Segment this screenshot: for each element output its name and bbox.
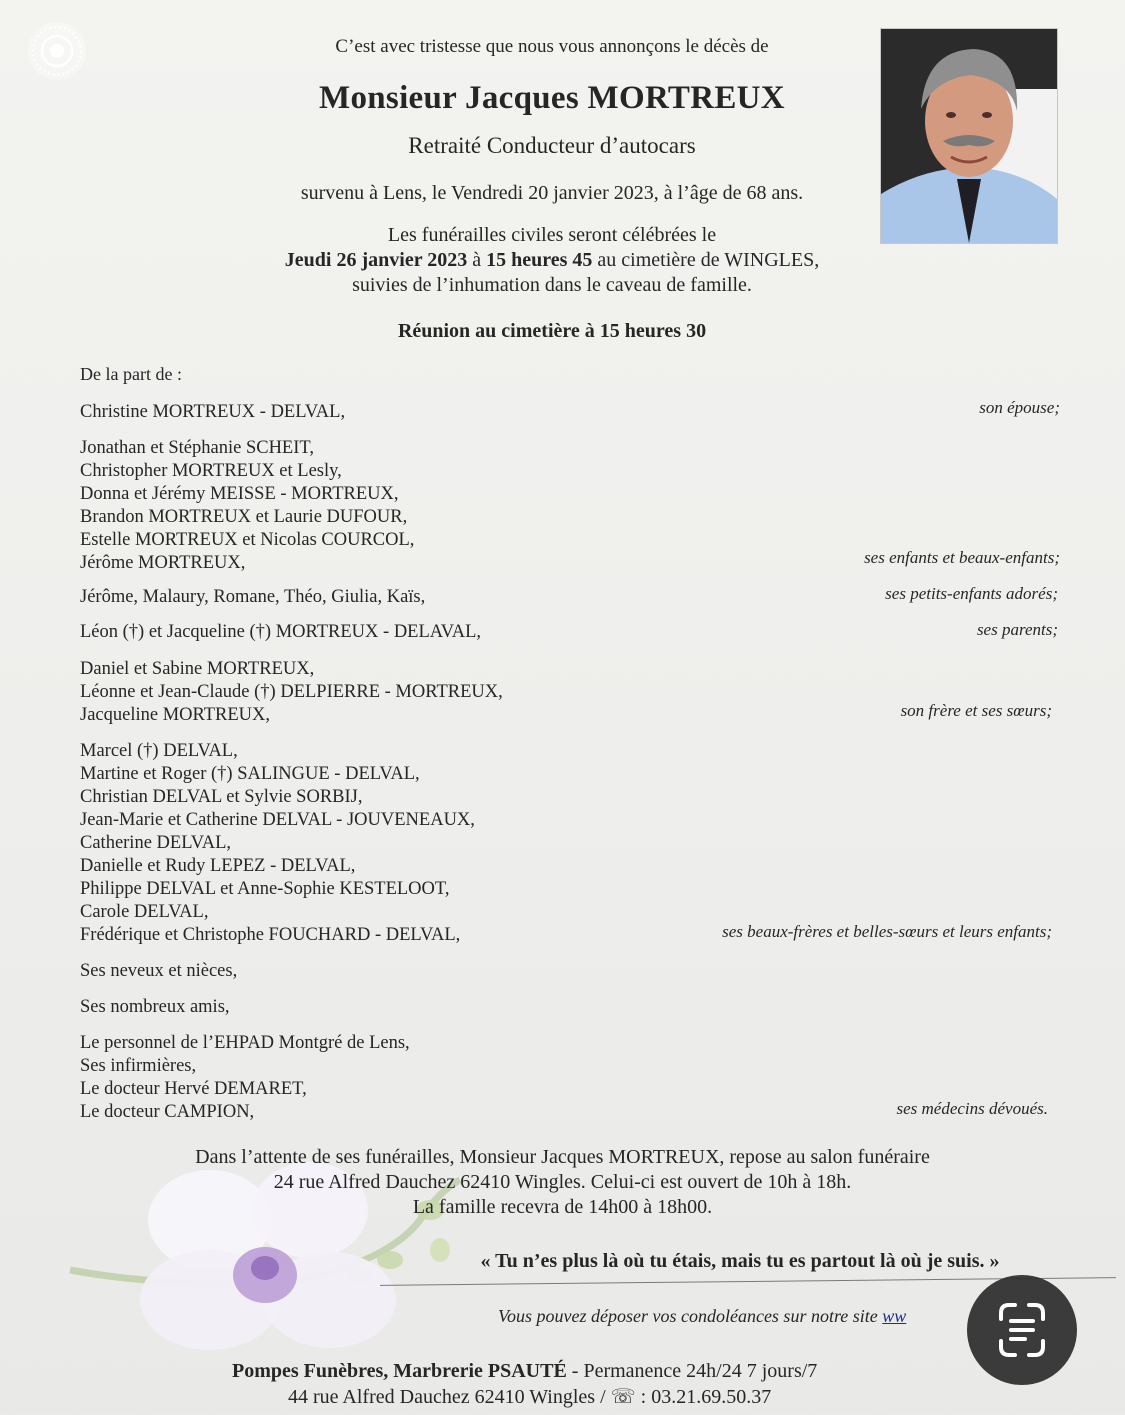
family-relation: son frère et ses sœurs;	[900, 701, 1052, 720]
family-relation: ses petits-enfants adorés;	[885, 584, 1058, 603]
family-member-name: Christian DELVAL et Sylvie SORBIJ,	[80, 787, 363, 807]
deceased-name: Monsieur Jacques MORTREUX	[319, 80, 785, 116]
family-group	[80, 621, 1080, 644]
footer-line-2	[288, 1384, 771, 1409]
company-address: 44 rue Alfred Dauchez 62410 Wingles /	[288, 1386, 611, 1408]
family-relation: ses parents;	[976, 620, 1058, 639]
family-member-name: Ses nombreux amis,	[80, 997, 230, 1017]
reunion-time: Réunion au cimetière à 15 heures 30	[397, 320, 707, 342]
live-photo-icon	[28, 22, 86, 80]
family-group	[80, 740, 1080, 947]
family-member-name: Philippe DELVAL et Anne-Sophie KESTELOOT,	[80, 879, 450, 899]
rest-line-2: 24 rue Alfred Dauchez 62410 Wingles. Celui-ci est ouvert de 10h à 18h.	[273, 1171, 852, 1193]
live-photo-button[interactable]	[28, 22, 86, 80]
family-member-name: Donna et Jérémy MEISSE - MORTREUX,	[80, 484, 399, 504]
family-member-name: Léon (†) et Jacqueline (†) MORTREUX - DELAVAL,	[80, 622, 482, 642]
family-member-name: Carole DELVAL,	[80, 902, 209, 922]
death-details: survenu à Lens, le Vendredi 20 janvier 2023, à l’âge de 68 ans.	[300, 182, 804, 204]
family-member-name: Le docteur CAMPION,	[80, 1102, 255, 1122]
family-relation: ses médecins dévoués.	[896, 1099, 1048, 1118]
funeral-line-1: Les funérailles civiles seront célébrées le	[387, 224, 717, 246]
occupation: Retraité Conducteur d’autocars	[408, 133, 696, 158]
family-relation: ses beaux-frères et belles-sœurs et leurs enfants;	[722, 922, 1052, 941]
family-member-name: Ses neveux et nièces,	[80, 961, 238, 981]
condolences-text	[498, 1306, 906, 1327]
funeral-line-3: suivies de l’inhumation dans le caveau de famille.	[352, 274, 752, 296]
funeral-line-2	[250, 249, 854, 272]
family-member-name: Martine et Roger (†) SALINGUE - DELVAL,	[80, 764, 420, 784]
family-member-name: Jonathan et Stéphanie SCHEIT,	[80, 438, 314, 458]
family-member-name: Jacqueline MORTREUX,	[80, 705, 271, 725]
family-group	[80, 401, 1080, 424]
family-relation: son épouse;	[979, 398, 1060, 417]
rest-line-1: Dans l’attente de ses funérailles, Monsieur Jacques MORTREUX, repose au salon funéraire	[195, 1146, 930, 1168]
family-member-name: Catherine DELVAL,	[80, 833, 232, 853]
funeral-date: Jeudi 26 janvier 2023	[284, 249, 468, 271]
family-member-name: Jean-Marie et Catherine DELVAL - JOUVENEAUX,	[80, 810, 475, 830]
family-member-name: Estelle MORTREUX et Nicolas COURCOL,	[80, 530, 415, 550]
company-phone: : 03.21.69.50.37	[635, 1386, 772, 1408]
rest-line-3: La famille recevra de 14h00 à 18h00.	[412, 1196, 713, 1218]
live-text-scan-icon	[967, 1275, 1077, 1385]
permanence-hours: - Permanence 24h/24 7 jours/7	[566, 1360, 818, 1382]
family-group	[80, 960, 1080, 983]
family-member-name: Jérôme, Malaury, Romane, Théo, Giulia, Kaïs,	[80, 587, 426, 607]
family-member-name: Brandon MORTREUX et Laurie DUFOUR,	[80, 507, 408, 527]
condolences-label: Vous pouvez déposer vos condoléances sur notre site	[498, 1306, 883, 1326]
family-intro: De la part de :	[80, 364, 182, 384]
family-member-name: Marcel (†) DELVAL,	[80, 741, 238, 761]
family-group	[80, 996, 1080, 1019]
family-relation: ses enfants et beaux-enfants;	[864, 548, 1060, 567]
family-member-name: Danielle et Rudy LEPEZ - DELVAL,	[80, 856, 356, 876]
intro-text: C’est avec tristesse que nous vous annonçons le décès de	[335, 36, 769, 57]
funeral-connector: à	[467, 249, 487, 271]
phone-icon: ☏	[610, 1386, 636, 1408]
family-member-name: Christopher MORTREUX et Lesly,	[80, 461, 342, 481]
condolences-website-link[interactable]: ww	[882, 1306, 907, 1326]
funeral-time: 15 heures 45	[486, 249, 593, 271]
family-member-name: Christine MORTREUX - DELVAL,	[80, 402, 346, 422]
family-member-name: Jérôme MORTREUX,	[80, 553, 246, 573]
funeral-place: au cimetière de WINGLES,	[592, 249, 820, 271]
live-text-scan-button[interactable]	[967, 1275, 1077, 1385]
family-member-name: Frédérique et Christophe FOUCHARD - DELVAL,	[80, 925, 461, 945]
family-member-name: Le docteur Hervé DEMARET,	[80, 1079, 307, 1099]
company-name: Pompes Funèbres, Marbrerie PSAUTÉ	[232, 1360, 567, 1382]
portrait-photo	[880, 28, 1058, 244]
footer-line-1	[232, 1360, 817, 1383]
family-member-name: Ses infirmières,	[80, 1056, 197, 1076]
family-member-name: Le personnel de l’EHPAD Montgré de Lens,	[80, 1033, 410, 1053]
family-member-name: Daniel et Sabine MORTREUX,	[80, 659, 315, 679]
family-member-name: Léonne et Jean-Claude (†) DELPIERRE - MORTREUX,	[80, 682, 503, 702]
memorial-quote: « Tu n’es plus là où tu étais, mais tu es partout là où je suis. »	[480, 1250, 1000, 1272]
